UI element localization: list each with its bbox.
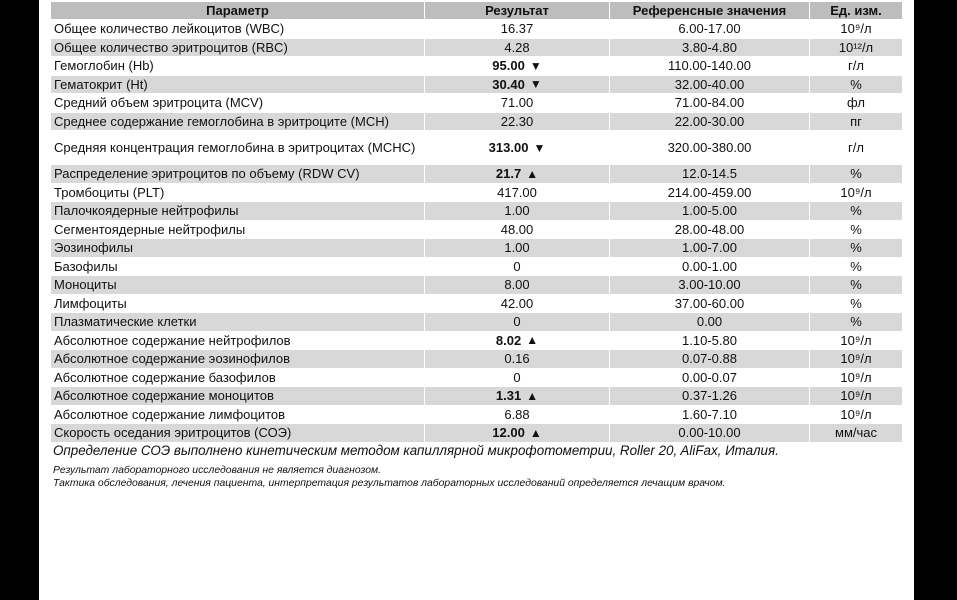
result-value: 1.00 — [504, 240, 530, 256]
row-result — [424, 202, 609, 220]
result-value: 0 — [513, 258, 521, 274]
results-table — [51, 2, 902, 443]
row-parameter: Гемоглобин (Hb) — [54, 58, 154, 74]
table-row — [51, 131, 902, 165]
lab-report-sheet — [39, 0, 914, 600]
table-row — [51, 295, 902, 314]
table-row — [51, 387, 902, 406]
row-result — [424, 76, 609, 94]
row-parameter: Скорость оседания эритроцитов (СОЭ) — [54, 425, 292, 441]
row-reference: 1.00-5.00 — [609, 202, 809, 220]
row-unit: 10¹²/л — [809, 39, 902, 57]
result-value: 95.00 — [492, 58, 525, 74]
row-result — [424, 313, 609, 331]
row-result — [424, 184, 609, 202]
table-row — [51, 221, 902, 240]
row-result — [424, 258, 609, 276]
row-reference: 1.60-7.10 — [609, 406, 809, 424]
row-reference: 214.00-459.00 — [609, 184, 809, 202]
arrow-down-icon: ▼ — [529, 58, 542, 73]
row-result — [424, 165, 609, 183]
arrow-up-icon: ▲ — [529, 425, 542, 440]
result-value: 48.00 — [500, 221, 534, 237]
table-row — [51, 406, 902, 425]
result-value: 1.31 — [495, 388, 522, 404]
row-result — [424, 295, 609, 313]
row-result — [424, 131, 609, 164]
disclaimer-interpretation: Тактика обследования, лечения пациента, интерпретация результатов лабораторных исследований определяется лечащим врачом. — [53, 478, 726, 489]
arrow-up-icon: ▲ — [526, 388, 539, 403]
arrow-up-icon: ▲ — [526, 333, 539, 348]
row-reference: 6.00-17.00 — [609, 20, 809, 38]
row-parameter: Лимфоциты — [54, 295, 127, 311]
row-parameter: Средняя концентрация гемоглобина в эритроцитах (MCHC) — [54, 139, 416, 155]
row-reference: 110.00-140.00 — [609, 57, 809, 75]
result-value: 0 — [513, 314, 521, 330]
row-reference: 1.10-5.80 — [609, 332, 809, 350]
table-row — [51, 184, 902, 203]
row-parameter: Абсолютное содержание эозинофилов — [54, 351, 290, 367]
result-value: 313.00 — [488, 140, 529, 155]
row-parameter: Сегментоядерные нейтрофилы — [54, 221, 246, 237]
table-row — [51, 369, 902, 388]
row-parameter: Общее количество эритроцитов (RBC) — [54, 39, 288, 55]
row-reference: 22.00-30.00 — [609, 113, 809, 131]
row-unit: мм/час — [809, 424, 902, 442]
table-row — [51, 202, 902, 221]
row-result — [424, 424, 609, 442]
row-unit: % — [809, 258, 902, 276]
row-unit: г/л — [809, 131, 902, 164]
esr-method-note: Определение СОЭ выполнено кинетическим методом капиллярной микрофотометрии, Roller 20, AliFax, Италия. — [53, 443, 779, 458]
table-row — [51, 276, 902, 295]
result-value: 0 — [513, 369, 521, 385]
header-result: Результат — [424, 2, 609, 19]
arrow-down-icon: ▼ — [529, 77, 542, 92]
row-parameter: Абсолютное содержание базофилов — [54, 369, 276, 385]
table-row — [51, 20, 902, 39]
row-reference: 32.00-40.00 — [609, 76, 809, 94]
result-value: 16.37 — [500, 21, 534, 37]
result-value: 30.40 — [492, 76, 525, 92]
row-result — [424, 57, 609, 75]
row-reference: 0.00-1.00 — [609, 258, 809, 276]
row-unit: 10⁹/л — [809, 387, 902, 405]
row-unit: % — [809, 295, 902, 313]
row-unit: % — [809, 202, 902, 220]
report-notes — [53, 443, 893, 491]
row-result — [424, 239, 609, 257]
table-row — [51, 239, 902, 258]
row-unit: 10⁹/л — [809, 184, 902, 202]
row-reference: 0.07-0.88 — [609, 350, 809, 368]
row-unit: % — [809, 221, 902, 239]
row-unit: % — [809, 239, 902, 257]
row-result — [424, 20, 609, 38]
table-header — [51, 2, 902, 20]
row-reference: 71.00-84.00 — [609, 94, 809, 112]
row-unit: 10⁹/л — [809, 406, 902, 424]
row-result — [424, 113, 609, 131]
row-unit: 10⁹/л — [809, 350, 902, 368]
table-row — [51, 94, 902, 113]
row-reference: 37.00-60.00 — [609, 295, 809, 313]
row-parameter: Палочкоядерные нейтрофилы — [54, 203, 239, 219]
result-value: 22.30 — [500, 113, 534, 129]
row-result — [424, 276, 609, 294]
table-row — [51, 57, 902, 76]
row-result — [424, 406, 609, 424]
row-parameter: Плазматические клетки — [54, 314, 197, 330]
row-reference: 1.00-7.00 — [609, 239, 809, 257]
result-value: 12.00 — [492, 425, 525, 441]
row-parameter: Среднее содержание гемоглобина в эритроците (MCH) — [54, 113, 389, 129]
table-row — [51, 313, 902, 332]
row-parameter: Тромбоциты (PLT) — [54, 184, 165, 200]
result-value: 71.00 — [500, 95, 534, 111]
row-unit: пг — [809, 113, 902, 131]
row-unit: % — [809, 76, 902, 94]
arrow-down-icon: ▼ — [533, 140, 546, 155]
row-unit: фл — [809, 94, 902, 112]
table-row — [51, 76, 902, 95]
result-value: 21.7 — [495, 166, 522, 182]
row-result — [424, 39, 609, 57]
result-value: 1.00 — [504, 203, 530, 219]
row-parameter: Базофилы — [54, 258, 118, 274]
row-parameter: Гематокрит (Ht) — [54, 76, 148, 92]
row-unit: г/л — [809, 57, 902, 75]
header-reference: Референсные значения — [609, 2, 809, 19]
row-parameter: Общее количество лейкоцитов (WBC) — [54, 21, 285, 37]
row-unit: 10⁹/л — [809, 332, 902, 350]
row-reference: 3.00-10.00 — [609, 276, 809, 294]
row-unit: % — [809, 165, 902, 183]
row-reference: 0.37-1.26 — [609, 387, 809, 405]
table-body — [51, 20, 902, 443]
row-result — [424, 94, 609, 112]
row-unit: 10⁹/л — [809, 20, 902, 38]
row-parameter: Абсолютное содержание нейтрофилов — [54, 332, 291, 348]
row-reference: 12.0-14.5 — [609, 165, 809, 183]
result-value: 0.16 — [504, 351, 530, 367]
table-row — [51, 350, 902, 369]
row-parameter: Распределение эритроцитов по объему (RDW CV) — [54, 166, 360, 182]
row-reference: 0.00 — [609, 313, 809, 331]
header-unit: Ед. изм. — [809, 2, 902, 19]
header-param: Параметр — [206, 3, 269, 18]
result-value: 6.88 — [504, 406, 530, 422]
row-reference: 320.00-380.00 — [609, 131, 809, 164]
table-row — [51, 39, 902, 58]
row-result — [424, 369, 609, 387]
result-value: 42.00 — [500, 295, 534, 311]
table-row — [51, 424, 902, 443]
row-parameter: Абсолютное содержание моноцитов — [54, 388, 274, 404]
row-unit: % — [809, 276, 902, 294]
disclaimer-diagnosis: Результат лабораторного исследования не является диагнозом. — [53, 465, 381, 476]
table-row — [51, 113, 902, 132]
result-value: 417.00 — [497, 184, 537, 200]
table-row — [51, 165, 902, 184]
row-unit: 10⁹/л — [809, 369, 902, 387]
row-parameter: Эозинофилы — [54, 240, 133, 256]
arrow-up-icon: ▲ — [526, 166, 539, 181]
table-row — [51, 332, 902, 351]
result-value: 8.00 — [504, 277, 530, 293]
row-result — [424, 387, 609, 405]
row-result — [424, 332, 609, 350]
row-parameter: Средний объем эритроцита (MCV) — [54, 95, 264, 111]
result-value: 8.02 — [495, 332, 522, 348]
row-parameter: Абсолютное содержание лимфоцитов — [54, 406, 286, 422]
table-row — [51, 258, 902, 277]
row-reference: 28.00-48.00 — [609, 221, 809, 239]
row-unit: % — [809, 313, 902, 331]
row-result — [424, 350, 609, 368]
row-parameter: Моноциты — [54, 277, 117, 293]
result-value: 4.28 — [504, 39, 530, 55]
row-reference: 0.00-10.00 — [609, 424, 809, 442]
row-reference: 0.00-0.07 — [609, 369, 809, 387]
row-reference: 3.80-4.80 — [609, 39, 809, 57]
row-result — [424, 221, 609, 239]
